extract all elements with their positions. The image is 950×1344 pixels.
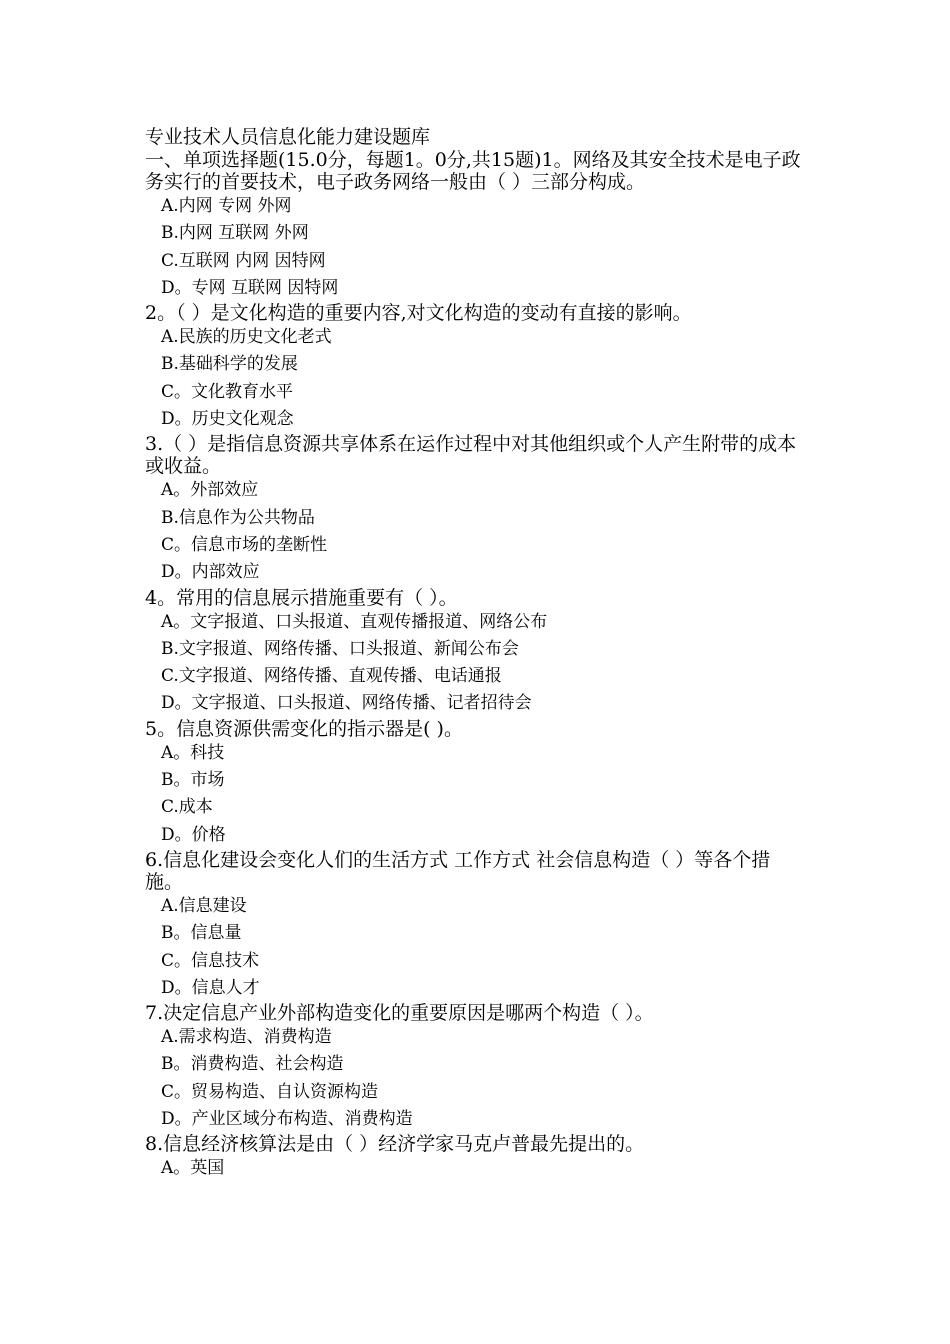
option: C.成本	[161, 797, 213, 818]
option: D。专网 互联网 因特网	[161, 277, 339, 298]
option: B。信息量	[161, 923, 242, 944]
question-3	[145, 433, 825, 586]
option: C.文字报道、网络传播、直观传播、电话通报	[161, 666, 502, 687]
option: C。信息市场的垄断性	[161, 534, 328, 555]
option: C.互联网 内网 因特网	[161, 250, 326, 271]
question-2	[145, 302, 825, 433]
option: B.内网 互联网 外网	[161, 223, 309, 244]
option: D。信息人才	[161, 977, 260, 998]
option: A.内网 专网 外网	[161, 196, 292, 216]
question-options	[145, 740, 825, 849]
document-title: 专业技术人员信息化能力建设题库	[145, 126, 431, 148]
option: A。外部效应	[161, 480, 259, 501]
question-4	[145, 587, 825, 718]
question-text: 5。信息资源供需变化的指示器是( )。	[145, 717, 463, 740]
option: D。内部效应	[161, 562, 260, 583]
option: D。价格	[161, 824, 226, 845]
question-1-options	[145, 193, 825, 302]
document-body	[145, 126, 825, 1183]
option: D。产业区域分布构造、消费构造	[161, 1109, 413, 1130]
question-text: 2。（ ）是文化构造的重要内容,对文化构造的变动有直接的影响。	[145, 302, 692, 325]
option: B。消费构造、社会构造	[161, 1054, 344, 1075]
option: C。文化教育水平	[161, 381, 294, 402]
section-intro: 一、单项选择题(15.0分，每题1。0分,共15题)1。网络及其安全技术是电子政务实行的首要技术，电子政务网络一般由（ ）三部分构成。	[145, 149, 801, 193]
question-5	[145, 718, 825, 849]
question-options	[145, 324, 825, 433]
option: B.信息作为公共物品	[161, 507, 315, 528]
option: B.文字报道、网络传播、口头报道、新闻公布会	[161, 638, 519, 659]
question-6	[145, 849, 825, 1002]
question-options	[145, 1155, 825, 1182]
option: A.信息建设	[161, 895, 247, 916]
question-8	[145, 1133, 825, 1182]
question-text: 6.信息化建设会变化人们的生活方式 工作方式 社会信息构造（ ）等各个措施。	[145, 848, 771, 893]
option: A。文字报道、口头报道、直观传播报道、网络公布	[161, 611, 548, 632]
question-text: 8.信息经济核算法是由（ ）经济学家马克卢普最先提出的。	[145, 1133, 645, 1156]
option: C。贸易构造、自认资源构造	[161, 1081, 379, 1102]
option: B。市场	[161, 770, 225, 791]
question-text: 7.决定信息产业外部构造变化的重要原因是哪两个构造（ ）。	[145, 1002, 654, 1025]
option: D。历史文化观念	[161, 409, 294, 430]
question-options	[145, 477, 825, 586]
option: A。科技	[161, 742, 225, 763]
question-options	[145, 609, 825, 718]
option: C。信息技术	[161, 950, 260, 971]
option: A。英国	[161, 1158, 225, 1179]
option: A.需求构造、消费构造	[161, 1027, 332, 1048]
question-options	[145, 1024, 825, 1133]
question-options	[145, 893, 825, 1002]
question-text: 3.（ ）是指信息资源共享体系在运作过程中对其他组织或个人产生附带的成本或收益。	[145, 433, 797, 478]
option: B.基础科学的发展	[161, 354, 298, 375]
option: D。文字报道、口头报道、网络传播、记者招待会	[161, 693, 532, 714]
option: A.民族的历史文化老式	[161, 327, 332, 348]
question-7	[145, 1002, 825, 1133]
question-text: 4。常用的信息展示措施重要有（ ）。	[145, 586, 458, 609]
